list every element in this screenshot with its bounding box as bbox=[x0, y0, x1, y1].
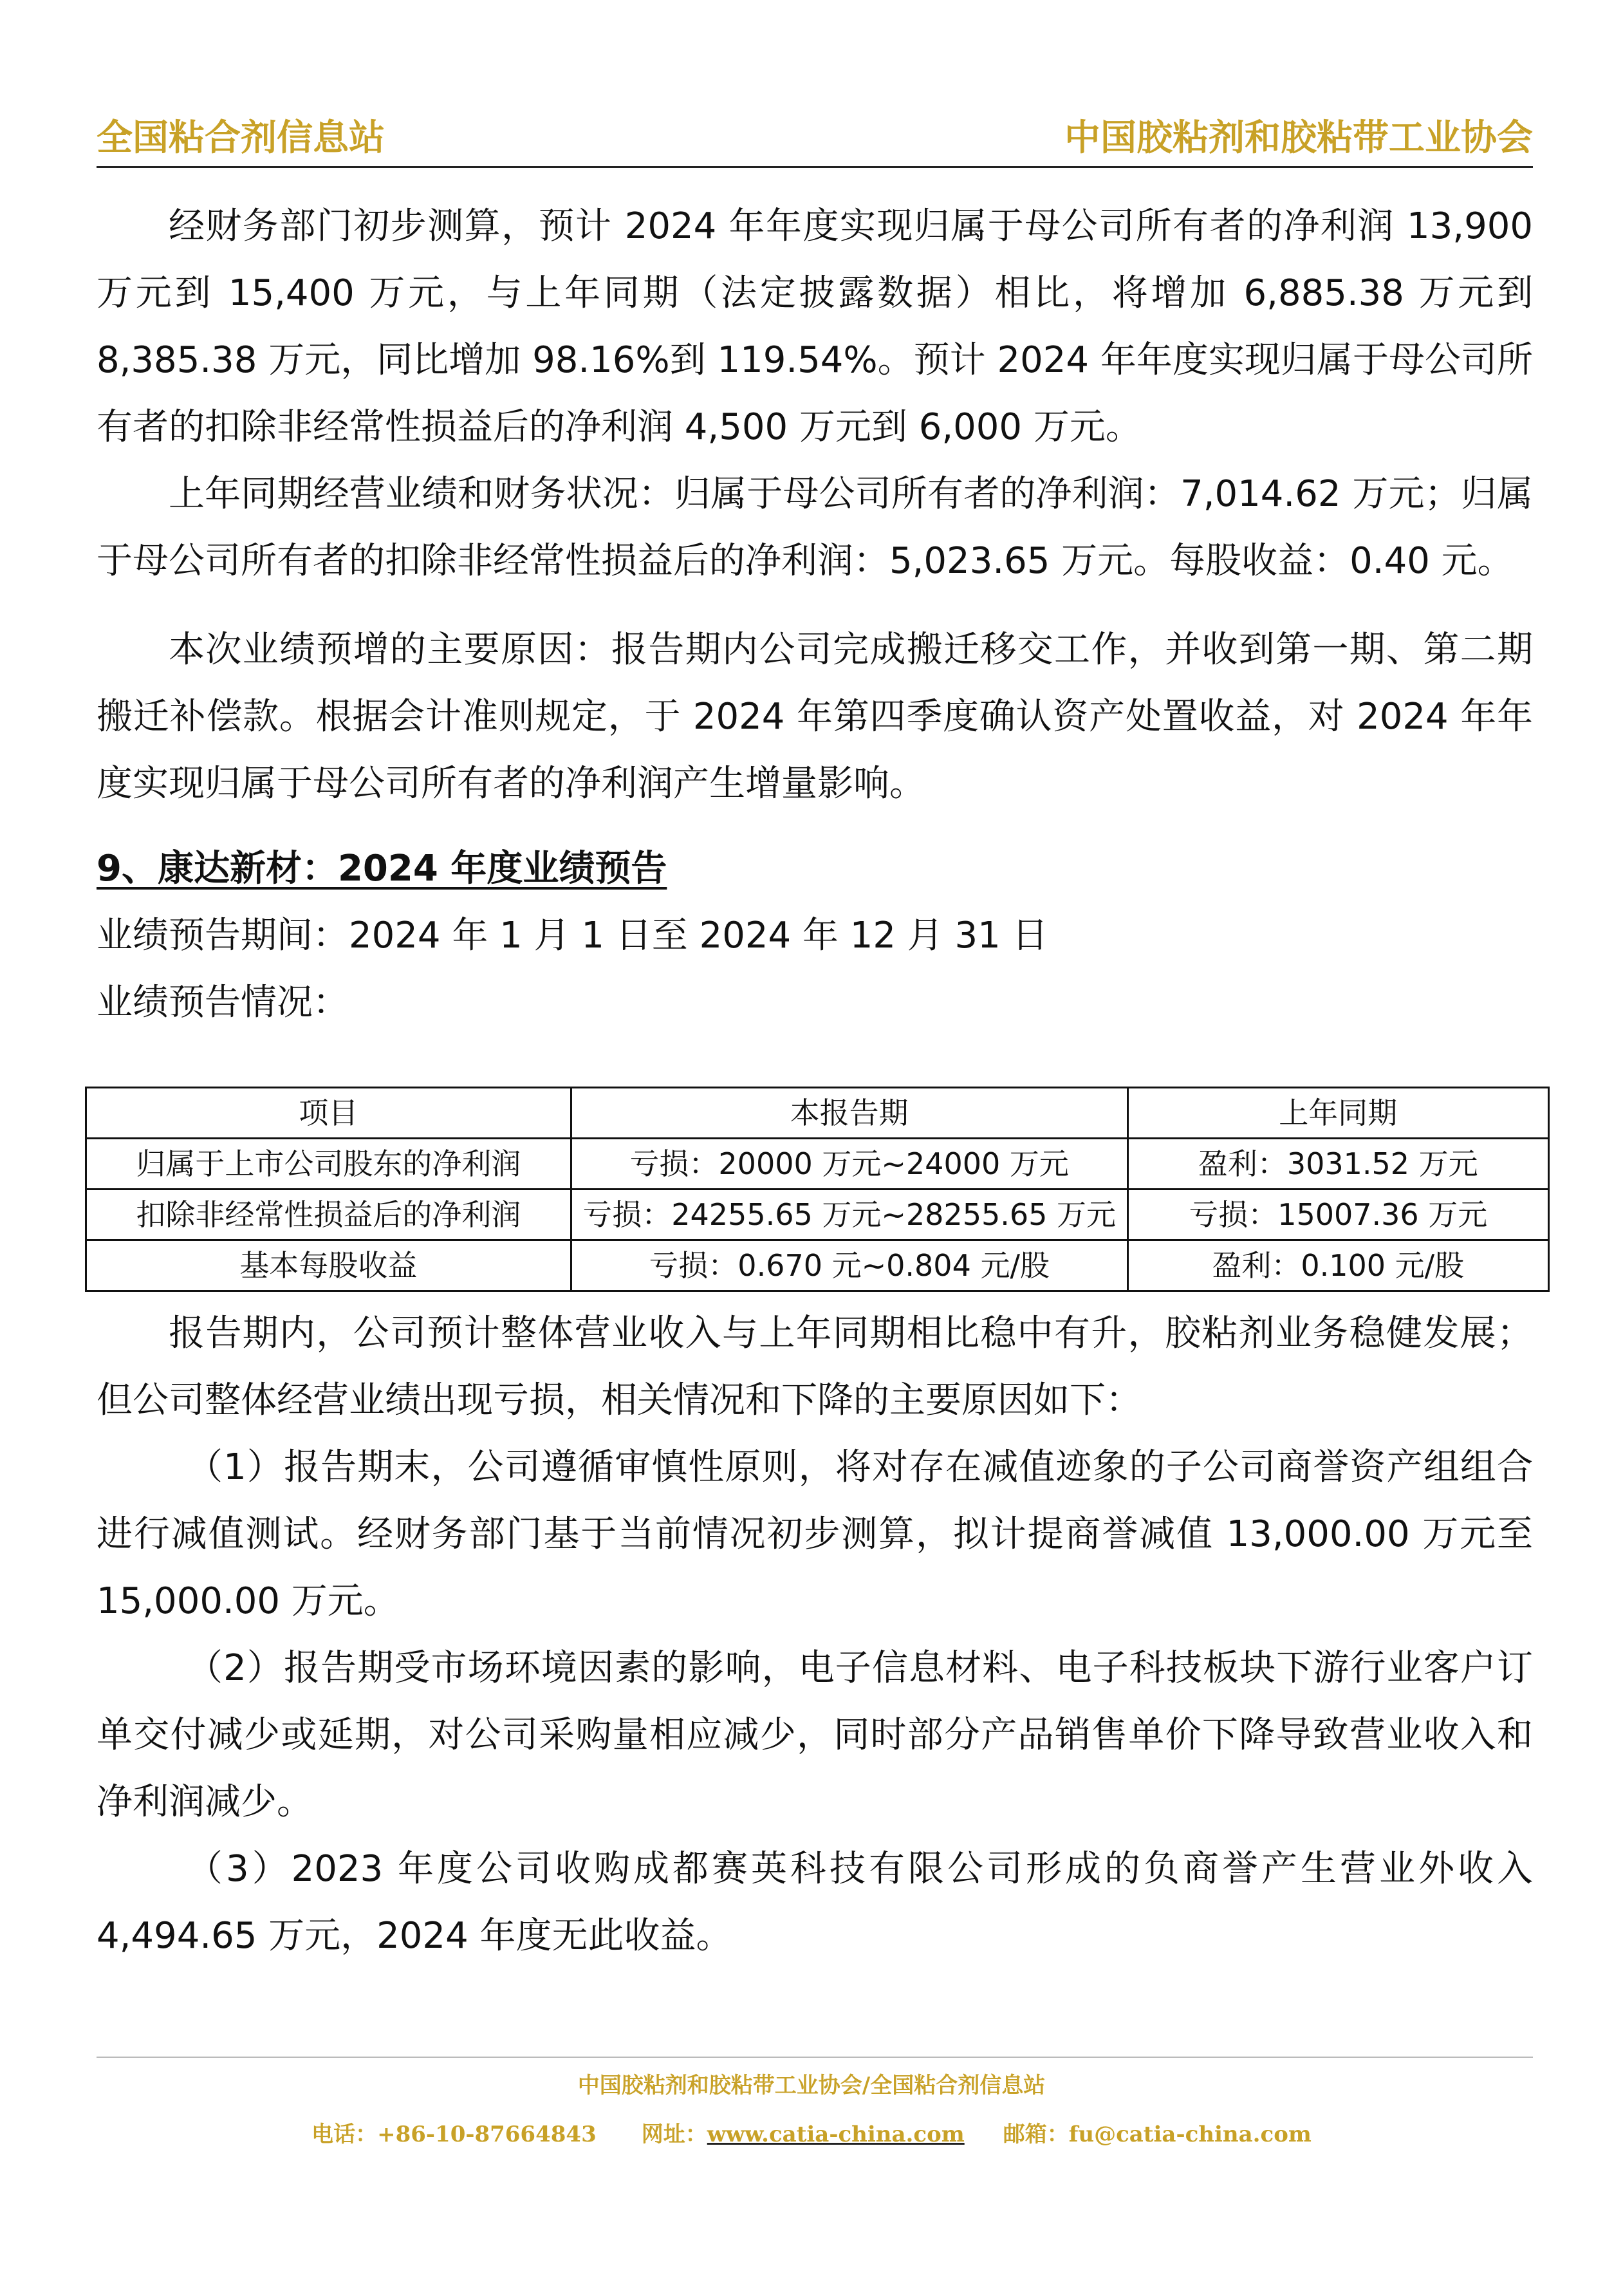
table-row bbox=[86, 1190, 1549, 1240]
footer-divider bbox=[97, 2057, 1533, 2058]
page-header bbox=[97, 115, 1533, 168]
footer-website-label: 网址： bbox=[641, 2122, 707, 2147]
forecast-table bbox=[85, 1087, 1550, 1292]
upper-body bbox=[97, 193, 1533, 1036]
table-cell: 亏损：0.670 元~0.804 元/股 bbox=[571, 1240, 1127, 1291]
forecast-period: 业绩预告期间：2024 年 1 月 1 日至 2024 年 12 月 31 日 bbox=[97, 915, 1048, 957]
header-association-name: 中国胶粘剂和胶粘带工业协会 bbox=[1064, 117, 1533, 159]
table-cell: 亏损：15007.36 万元 bbox=[1127, 1190, 1549, 1240]
paragraph-reason-1: （1）报告期末，公司遵循审慎性原则，将对存在减值迹象的子公司商誉资产组组合进行减值测试。经财务部门基于当前情况初步测算，拟计提商誉减值 13,000.00 万元至 15,000.00 万元。 bbox=[97, 1446, 1533, 1622]
paragraph-reason-2: （2）报告期受市场环境因素的影响，电子信息材料、电子科技板块下游行业客户订单交付减少或延期，对公司采购量相应减少，同时部分产品销售单价下降导致营业收入和净利润减少。 bbox=[97, 1647, 1533, 1823]
footer-organization: 中国胶粘剂和胶粘带工业协会/全国粘合剂信息站 bbox=[577, 2073, 1046, 2098]
paragraph-increase-reason: 本次业绩预增的主要原因：报告期内公司完成搬迁移交工作，并收到第一期、第二期搬迁补偿款。根据会计准则规定，于 2024 年第四季度确认资产处置收益，对 2024 年年度实现归属于母公司所有者的净利润产生增量影响。 bbox=[97, 629, 1533, 805]
paragraph-reason-3: （3）2023 年度公司收购成都赛英科技有限公司形成的负商誉产生营业外收入 4,494.65 万元，2024 年度无此收益。 bbox=[97, 1848, 1533, 1957]
paragraph-prior-year: 上年同期经营业绩和财务状况：归属于母公司所有者的净利润：7,014.62 万元；归属于母公司所有者的扣除非经常性损益后的净利润：5,023.65 万元。每股收益：0.40 元。 bbox=[97, 473, 1533, 582]
table-header-row bbox=[86, 1088, 1549, 1139]
table-header-cell: 项目 bbox=[86, 1088, 571, 1139]
table-cell: 基本每股收益 bbox=[86, 1240, 571, 1291]
table-cell: 亏损：20000 万元~24000 万元 bbox=[571, 1139, 1127, 1190]
table-header-cell: 本报告期 bbox=[571, 1088, 1127, 1139]
footer-phone: 电话：+86-10-87664843 bbox=[311, 2122, 597, 2147]
lower-body bbox=[97, 1300, 1533, 1970]
header-site-name: 全国粘合剂信息站 bbox=[97, 117, 385, 159]
table-cell: 盈利：0.100 元/股 bbox=[1127, 1240, 1549, 1291]
table-cell: 扣除非经常性损益后的净利润 bbox=[86, 1190, 571, 1240]
table-header-cell: 上年同期 bbox=[1127, 1088, 1549, 1139]
footer-email[interactable]: 邮箱：fu@catia-china.com bbox=[1003, 2122, 1312, 2147]
table-cell: 归属于上市公司股东的净利润 bbox=[86, 1139, 571, 1190]
paragraph-analysis-intro: 报告期内，公司预计整体营业收入与上年同期相比稳中有升，胶粘剂业务稳健发展；但公司整体经营业绩出现亏损，相关情况和下降的主要原因如下： bbox=[97, 1312, 1533, 1421]
footer-contact bbox=[0, 2116, 1623, 2148]
footer-website-link[interactable]: www.catia-china.com bbox=[707, 2122, 965, 2147]
table-cell: 亏损：24255.65 万元~28255.65 万元 bbox=[571, 1190, 1127, 1240]
table-row bbox=[86, 1240, 1549, 1291]
table-cell: 盈利：3031.52 万元 bbox=[1127, 1139, 1549, 1190]
forecast-status-label: 业绩预告情况： bbox=[97, 982, 349, 1023]
paragraph-forecast-estimate: 经财务部门初步测算，预计 2024 年年度实现归属于母公司所有者的净利润 13,900 万元到 15,400 万元，与上年同期（法定披露数据）相比，将增加 6,885.38 万元到 8,385.38 万元，同比增加 98.16%到 119.54%。预计 2024 年年度实现归属于母公司所有者的扣除非经常性损益后的净利润 4,500 万元到 6,000 万元。 bbox=[97, 205, 1533, 448]
section-title: 9、康达新材：2024 年度业绩预告 bbox=[97, 848, 667, 890]
table-row bbox=[86, 1139, 1549, 1190]
